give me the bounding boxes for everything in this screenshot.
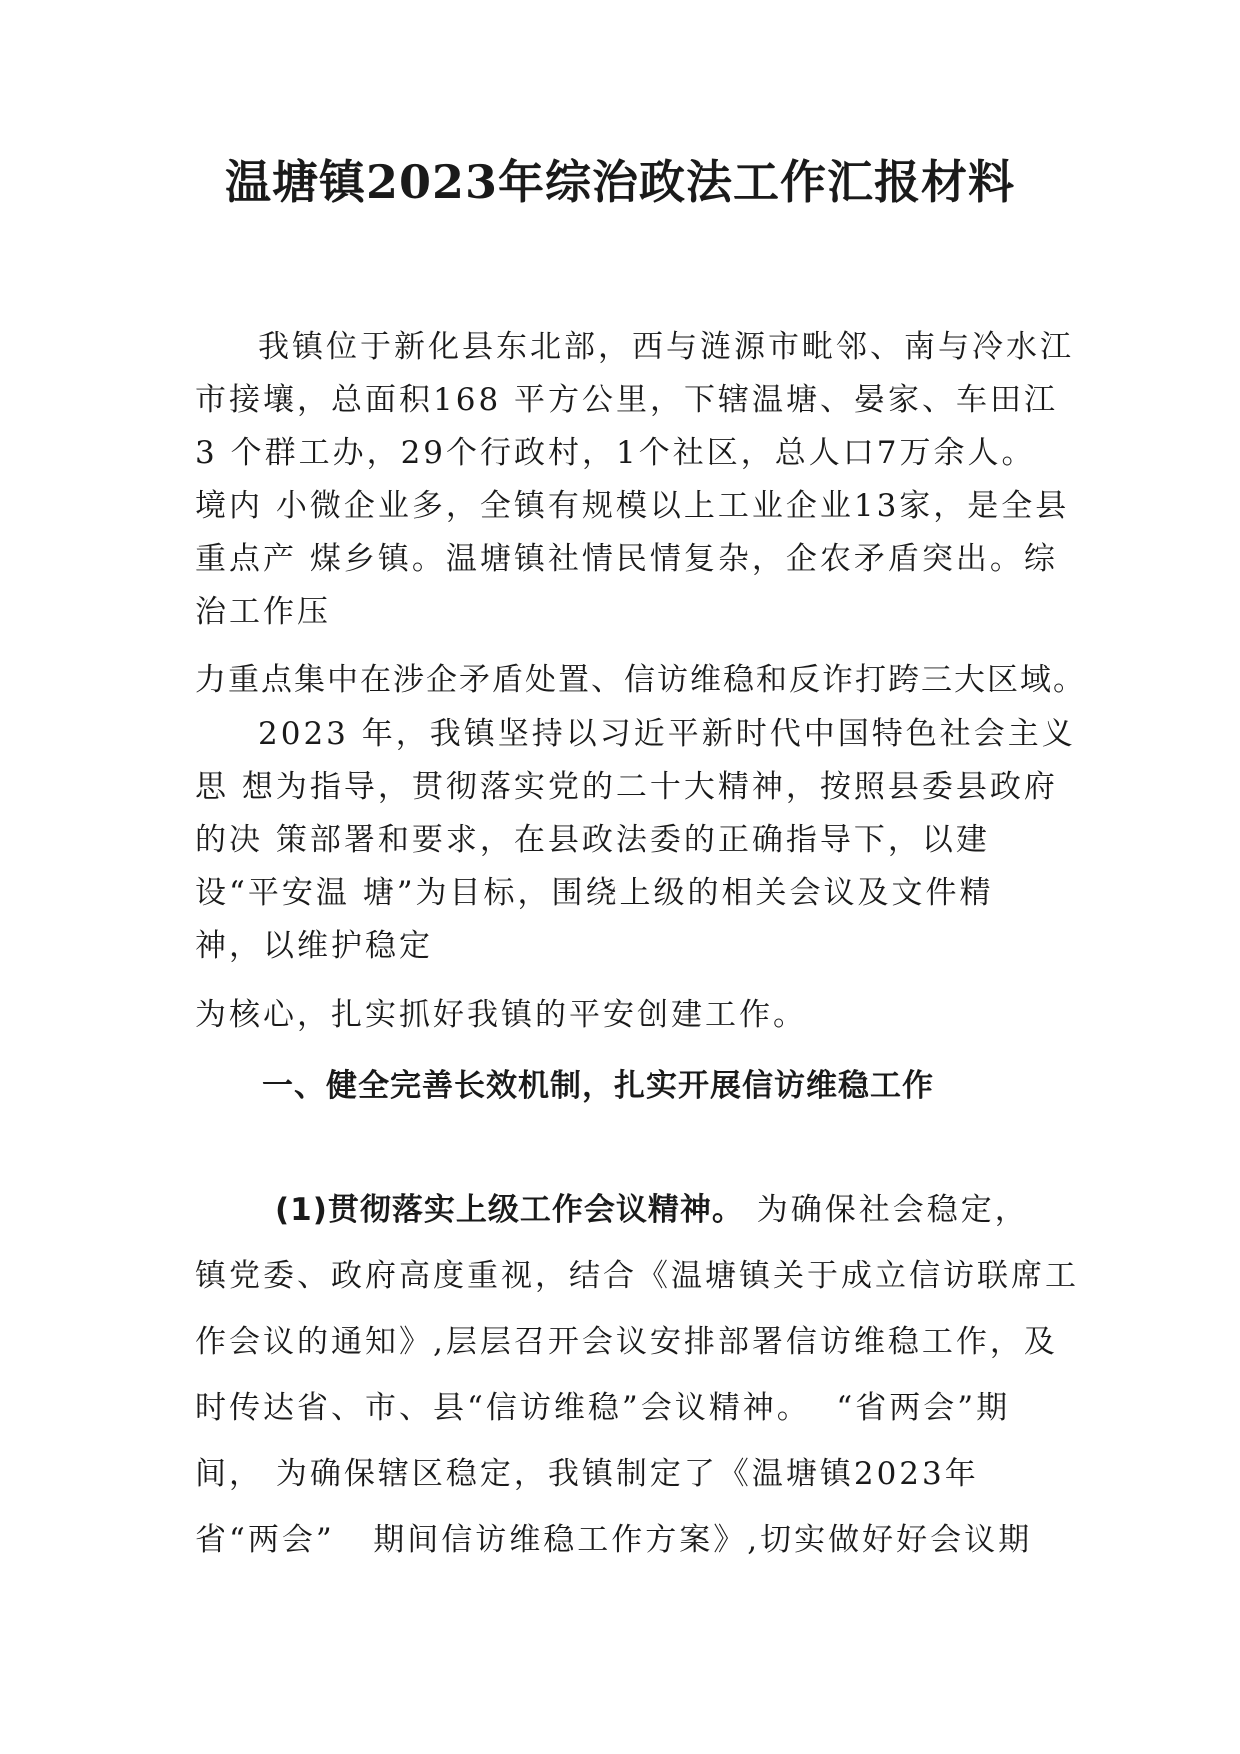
paragraph-line: 神，以维护稳定: [195, 928, 433, 964]
paragraph-line: 作会议的通知》,层层召开会议安排部署信访维稳工作，及: [195, 1324, 1058, 1360]
paragraph-line: 重点产 煤乡镇。温塘镇社情民情复杂，企农矛盾突出。综: [195, 541, 1058, 577]
paragraph-line: 我镇位于新化县东北部，西与涟源市毗邻、南与冷水江: [258, 329, 1074, 365]
paragraph-line: 思 想为指导，贯彻落实党的二十大精神，按照县委县政府: [195, 769, 1058, 805]
paragraph-line: 时传达省、市、县“信访维稳”会议精神。 “省两会”期: [195, 1390, 1011, 1426]
paragraph-line: 力重点集中在涉企矛盾处置、信访维稳和反诈打跨三大区域。: [195, 662, 1086, 698]
subsection-title: (1)贯彻落实上级工作会议精神。: [275, 1192, 744, 1228]
subsection-lead-text: 为确保社会稳定，: [743, 1192, 1029, 1228]
paragraph-line: 境内 小微企业多，全镇有规模以上工业企业13家，是全县: [195, 488, 1070, 524]
document-title: 温塘镇2023年综治政法工作汇报材料: [224, 155, 1016, 209]
paragraph-line: 市接壤，总面积168 平方公里，下辖温塘、晏家、车田江: [195, 382, 1059, 418]
section-heading: 一、健全完善长效机制，扎实开展信访维稳工作: [262, 1068, 934, 1104]
paragraph-line: 为核心，扎实抓好我镇的平安创建工作。: [195, 997, 807, 1033]
paragraph-line: 省“两会” 期间信访维稳工作方案》,切实做好好会议期: [195, 1522, 1033, 1558]
paragraph-line: 间， 为确保辖区稳定，我镇制定了《温塘镇2023年: [195, 1456, 979, 1492]
paragraph-line: 治工作压: [195, 594, 331, 630]
paragraph-line: 镇党委、政府高度重视，结合《温塘镇关于成立信访联席工: [195, 1258, 1079, 1294]
paragraph-line: 3 个群工办，29个行政村，1个社区，总人口7万余人。: [195, 435, 1036, 471]
paragraph-line: 设“平安温 塘”为目标，围绕上级的相关会议及文件精: [195, 875, 994, 911]
paragraph-line: 的决 策部署和要求，在县政法委的正确指导下，以建: [195, 822, 990, 858]
subsection-lead: [275, 1188, 1029, 1232]
paragraph-line: 2023 年，我镇坚持以习近平新时代中国特色社会主义: [258, 716, 1076, 752]
